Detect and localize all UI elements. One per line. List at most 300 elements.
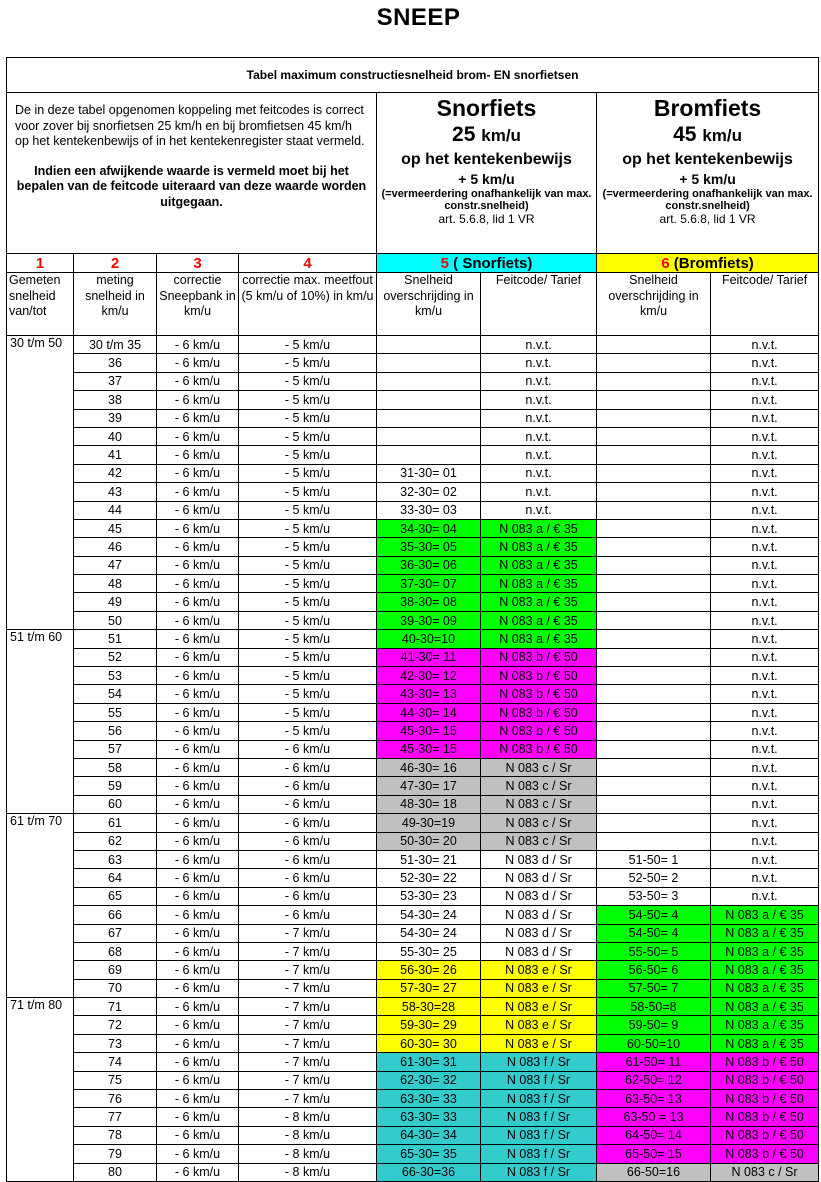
measured-speed-cell: 48: [74, 575, 157, 593]
brom-excess-cell: 65-50= 15: [597, 1145, 711, 1163]
snor-excess-cell: [377, 446, 481, 464]
error-correction-cell: - 5 km/u: [239, 427, 377, 445]
range-cell: [7, 869, 74, 887]
snor-excess-cell: 51-30= 21: [377, 850, 481, 868]
table-row: [7, 501, 819, 519]
bank-correction-cell: - 6 km/u: [157, 906, 239, 924]
bromfiets-speed-unit: km/u: [702, 126, 742, 145]
snor-excess-cell: 56-30= 26: [377, 961, 481, 979]
snorfiets-plus: + 5 km/u: [458, 171, 515, 187]
range-cell: [7, 1016, 74, 1034]
range-cell: [7, 556, 74, 574]
range-cell: [7, 464, 74, 482]
brom-code-cell: N 083 b / € 50: [711, 1145, 819, 1163]
snor-excess-cell: 54-30= 24: [377, 906, 481, 924]
brom-excess-cell: [597, 556, 711, 574]
snor-code-cell: n.v.t.: [481, 501, 597, 519]
snor-excess-cell: 59-30= 29: [377, 1016, 481, 1034]
brom-excess-cell: 56-50= 6: [597, 961, 711, 979]
bank-correction-cell: - 6 km/u: [157, 1090, 239, 1108]
table-row: [7, 538, 819, 556]
bank-correction-cell: - 6 km/u: [157, 501, 239, 519]
snor-code-cell: n.v.t.: [481, 409, 597, 427]
snor-excess-cell: 40-30=10: [377, 630, 481, 648]
brom-code-cell: n.v.t.: [711, 354, 819, 372]
brom-excess-cell: 57-50= 7: [597, 979, 711, 997]
error-correction-cell: - 5 km/u: [239, 391, 377, 409]
intro-bold-text: Indien een afwijkende waarde is vermeld moet bij het bepalen van de feitcode uiteraard van deze waarde worden uitgegaan.: [16, 163, 367, 209]
snor-excess-cell: 35-30= 05: [377, 538, 481, 556]
bank-correction-cell: - 6 km/u: [157, 556, 239, 574]
brom-code-cell: N 083 a / € 35: [711, 998, 819, 1016]
bromfiets-article: art. 5.6.8, lid 1 VR: [659, 212, 756, 226]
snor-excess-cell: 64-30= 34: [377, 1126, 481, 1144]
snor-excess-cell: 57-30= 27: [377, 979, 481, 997]
brom-code-cell: n.v.t.: [711, 538, 819, 556]
snor-code-cell: N 083 b / € 50: [481, 648, 597, 666]
column-header: Feitcode/ Tarief: [711, 273, 819, 336]
bank-correction-cell: - 6 km/u: [157, 464, 239, 482]
table-row: [7, 942, 819, 960]
range-cell: 71 t/m 80: [7, 998, 74, 1016]
range-cell: [7, 593, 74, 611]
table-row: [7, 1126, 819, 1144]
range-cell: [7, 906, 74, 924]
bank-correction-cell: - 6 km/u: [157, 575, 239, 593]
brom-code-cell: N 083 b / € 50: [711, 1108, 819, 1126]
range-cell: [7, 795, 74, 813]
snor-excess-cell: 61-30= 31: [377, 1053, 481, 1071]
measured-speed-cell: 43: [74, 483, 157, 501]
snor-excess-cell: 65-30= 35: [377, 1145, 481, 1163]
bromfiets-name: Bromfiets: [653, 95, 762, 121]
brom-excess-cell: [597, 409, 711, 427]
range-cell: [7, 538, 74, 556]
range-cell: [7, 1163, 74, 1181]
table-row: [7, 336, 819, 354]
snor-code-cell: N 083 f / Sr: [481, 1126, 597, 1144]
table-row: [7, 703, 819, 721]
snorfiets-note: (=vermeerdering onafhankelijk van max. constr.snelheid): [381, 188, 592, 212]
brom-code-cell: n.v.t.: [711, 446, 819, 464]
error-correction-cell: - 5 km/u: [239, 538, 377, 556]
bank-correction-cell: - 6 km/u: [157, 685, 239, 703]
brom-excess-cell: [597, 703, 711, 721]
column-number-3: 3: [157, 254, 239, 273]
brom-code-cell: n.v.t.: [711, 758, 819, 776]
measured-speed-cell: 53: [74, 667, 157, 685]
column-header: correctie Sneepbank in km/u: [157, 273, 239, 336]
snor-code-cell: N 083 f / Sr: [481, 1108, 597, 1126]
brom-code-cell: n.v.t.: [711, 556, 819, 574]
brom-excess-cell: [597, 354, 711, 372]
snor-code-cell: N 083 a / € 35: [481, 630, 597, 648]
error-correction-cell: - 6 km/u: [239, 740, 377, 758]
bank-correction-cell: - 6 km/u: [157, 648, 239, 666]
range-cell: [7, 1126, 74, 1144]
table-row: [7, 354, 819, 372]
brom-code-cell: n.v.t.: [711, 667, 819, 685]
snor-code-cell: N 083 d / Sr: [481, 906, 597, 924]
group-number-snorfiets: 5: [440, 254, 449, 272]
range-cell: [7, 648, 74, 666]
bromfiets-speed: [599, 122, 816, 149]
brom-code-cell: N 083 b / € 50: [711, 1071, 819, 1089]
snor-code-cell: N 083 a / € 35: [481, 575, 597, 593]
brom-code-cell: n.v.t.: [711, 611, 819, 629]
snor-code-cell: n.v.t.: [481, 391, 597, 409]
measured-speed-cell: 77: [74, 1108, 157, 1126]
error-correction-cell: - 5 km/u: [239, 409, 377, 427]
range-cell: [7, 758, 74, 776]
error-correction-cell: - 6 km/u: [239, 777, 377, 795]
brom-excess-cell: 61-50= 11: [597, 1053, 711, 1071]
measured-speed-cell: 44: [74, 501, 157, 519]
snor-excess-cell: 45-30= 15: [377, 722, 481, 740]
snor-code-cell: N 083 f / Sr: [481, 1090, 597, 1108]
table-row: [7, 1016, 819, 1034]
snor-code-cell: N 083 f / Sr: [481, 1053, 597, 1071]
table-caption: Tabel maximum constructiesnelheid brom- EN snorfietsen: [7, 58, 819, 93]
table-row: [7, 758, 819, 776]
snor-excess-cell: 50-30= 20: [377, 832, 481, 850]
error-correction-cell: - 7 km/u: [239, 1053, 377, 1071]
measured-speed-cell: 69: [74, 961, 157, 979]
table-row: [7, 464, 819, 482]
bank-correction-cell: - 6 km/u: [157, 703, 239, 721]
bank-correction-cell: - 6 km/u: [157, 1145, 239, 1163]
snor-code-cell: N 083 e / Sr: [481, 998, 597, 1016]
snorfiets-sub: op het kentekenbewijs: [401, 151, 572, 168]
snor-excess-cell: 49-30=19: [377, 814, 481, 832]
measured-speed-cell: 57: [74, 740, 157, 758]
brom-excess-cell: [597, 501, 711, 519]
bank-correction-cell: - 6 km/u: [157, 814, 239, 832]
measured-speed-cell: 73: [74, 1034, 157, 1052]
bank-correction-cell: - 6 km/u: [157, 1016, 239, 1034]
snor-excess-cell: 66-30=36: [377, 1163, 481, 1181]
snor-code-cell: N 083 b / € 50: [481, 685, 597, 703]
table-row: [7, 611, 819, 629]
snor-excess-cell: [377, 427, 481, 445]
snor-excess-cell: [377, 409, 481, 427]
measured-speed-cell: 64: [74, 869, 157, 887]
brom-excess-cell: 59-50= 9: [597, 1016, 711, 1034]
snorfiets-speed: [379, 122, 594, 149]
table-row: [7, 556, 819, 574]
brom-code-cell: n.v.t.: [711, 336, 819, 354]
bank-correction-cell: - 6 km/u: [157, 538, 239, 556]
brom-excess-cell: [597, 630, 711, 648]
snor-code-cell: N 083 d / Sr: [481, 869, 597, 887]
brom-code-cell: n.v.t.: [711, 630, 819, 648]
group-name-bromfiets: (Bromfiets): [673, 254, 754, 272]
error-correction-cell: - 5 km/u: [239, 372, 377, 390]
snor-code-cell: N 083 f / Sr: [481, 1145, 597, 1163]
error-correction-cell: - 5 km/u: [239, 611, 377, 629]
bank-correction-cell: - 6 km/u: [157, 832, 239, 850]
brom-excess-cell: 53-50= 3: [597, 887, 711, 905]
measured-speed-cell: 40: [74, 427, 157, 445]
measured-speed-cell: 51: [74, 630, 157, 648]
measured-speed-cell: 38: [74, 391, 157, 409]
error-correction-cell: - 7 km/u: [239, 1034, 377, 1052]
snor-excess-cell: 42-30= 12: [377, 667, 481, 685]
bank-correction-cell: - 6 km/u: [157, 1034, 239, 1052]
range-cell: [7, 703, 74, 721]
snor-excess-cell: 55-30= 25: [377, 942, 481, 960]
error-correction-cell: - 8 km/u: [239, 1163, 377, 1181]
snor-code-cell: N 083 a / € 35: [481, 538, 597, 556]
snor-code-cell: n.v.t.: [481, 446, 597, 464]
bromfiets-sub: op het kentekenbewijs: [622, 151, 793, 168]
brom-excess-cell: [597, 464, 711, 482]
bank-correction-cell: - 6 km/u: [157, 336, 239, 354]
table-row: [7, 814, 819, 832]
brom-excess-cell: 55-50= 5: [597, 942, 711, 960]
error-correction-cell: - 5 km/u: [239, 446, 377, 464]
snor-code-cell: N 083 d / Sr: [481, 850, 597, 868]
range-cell: [7, 924, 74, 942]
range-cell: [7, 740, 74, 758]
brom-code-cell: N 083 a / € 35: [711, 942, 819, 960]
error-correction-cell: - 5 km/u: [239, 519, 377, 537]
brom-excess-cell: 64-50= 14: [597, 1126, 711, 1144]
snor-code-cell: N 083 d / Sr: [481, 942, 597, 960]
bank-correction-cell: - 6 km/u: [157, 519, 239, 537]
snor-code-cell: N 083 e / Sr: [481, 1016, 597, 1034]
bank-correction-cell: - 6 km/u: [157, 354, 239, 372]
measured-speed-cell: 71: [74, 998, 157, 1016]
brom-excess-cell: [597, 427, 711, 445]
brom-excess-cell: [597, 722, 711, 740]
table-row: [7, 685, 819, 703]
snor-code-cell: N 083 e / Sr: [481, 1034, 597, 1052]
range-cell: [7, 372, 74, 390]
snor-excess-cell: 32-30= 02: [377, 483, 481, 501]
brom-code-cell: N 083 a / € 35: [711, 924, 819, 942]
measured-speed-cell: 65: [74, 887, 157, 905]
table-row: [7, 795, 819, 813]
error-correction-cell: - 5 km/u: [239, 483, 377, 501]
brom-code-cell: n.v.t.: [711, 409, 819, 427]
range-cell: [7, 427, 74, 445]
error-correction-cell: - 5 km/u: [239, 336, 377, 354]
measured-speed-cell: 46: [74, 538, 157, 556]
range-cell: [7, 1145, 74, 1163]
bank-correction-cell: - 6 km/u: [157, 777, 239, 795]
error-correction-cell: - 5 km/u: [239, 648, 377, 666]
snor-excess-cell: 54-30= 24: [377, 924, 481, 942]
brom-code-cell: n.v.t.: [711, 869, 819, 887]
error-correction-cell: - 5 km/u: [239, 464, 377, 482]
snor-excess-cell: 38-30= 08: [377, 593, 481, 611]
brom-excess-cell: [597, 685, 711, 703]
snorfiets-speed-value: 25: [452, 123, 476, 146]
measured-speed-cell: 58: [74, 758, 157, 776]
snor-code-cell: n.v.t.: [481, 427, 597, 445]
brom-code-cell: n.v.t.: [711, 777, 819, 795]
column-header: Snelheid overschrijding in km/u: [597, 273, 711, 336]
snor-code-cell: N 083 b / € 50: [481, 703, 597, 721]
snor-code-cell: N 083 c / Sr: [481, 832, 597, 850]
range-cell: [7, 501, 74, 519]
brom-excess-cell: [597, 648, 711, 666]
error-correction-cell: - 7 km/u: [239, 998, 377, 1016]
snor-code-cell: N 083 b / € 50: [481, 740, 597, 758]
error-correction-cell: - 6 km/u: [239, 832, 377, 850]
bank-correction-cell: - 6 km/u: [157, 427, 239, 445]
snor-code-cell: n.v.t.: [481, 336, 597, 354]
bank-correction-cell: - 6 km/u: [157, 850, 239, 868]
range-cell: [7, 1034, 74, 1052]
group-name-snorfiets: ( Snorfiets): [453, 254, 533, 272]
brom-code-cell: n.v.t.: [711, 483, 819, 501]
table-row: [7, 1034, 819, 1052]
bank-correction-cell: - 6 km/u: [157, 887, 239, 905]
snor-excess-cell: 52-30= 22: [377, 869, 481, 887]
column-number-4: 4: [239, 254, 377, 273]
brom-excess-cell: 51-50= 1: [597, 850, 711, 868]
measured-speed-cell: 79: [74, 1145, 157, 1163]
snor-code-cell: N 083 d / Sr: [481, 887, 597, 905]
column-header: correctie max. meetfout (5 km/u of 10%) in km/u: [239, 273, 377, 336]
snor-code-cell: N 083 e / Sr: [481, 979, 597, 997]
range-cell: 30 t/m 50: [7, 336, 74, 354]
measured-speed-cell: 63: [74, 850, 157, 868]
range-cell: [7, 1053, 74, 1071]
brom-code-cell: n.v.t.: [711, 814, 819, 832]
range-cell: [7, 979, 74, 997]
error-correction-cell: - 8 km/u: [239, 1108, 377, 1126]
column-header: Feitcode/ Tarief: [481, 273, 597, 336]
bank-correction-cell: - 6 km/u: [157, 1126, 239, 1144]
error-correction-cell: - 6 km/u: [239, 887, 377, 905]
snor-excess-cell: [377, 391, 481, 409]
intro-note: [7, 93, 377, 254]
range-cell: 61 t/m 70: [7, 814, 74, 832]
table-row: [7, 1090, 819, 1108]
group-number-bromfiets: 6: [661, 254, 670, 272]
error-correction-cell: - 6 km/u: [239, 906, 377, 924]
bank-correction-cell: - 6 km/u: [157, 795, 239, 813]
range-cell: 51 t/m 60: [7, 630, 74, 648]
brom-code-cell: n.v.t.: [711, 501, 819, 519]
measured-speed-cell: 36: [74, 354, 157, 372]
brom-excess-cell: [597, 740, 711, 758]
bank-correction-cell: - 6 km/u: [157, 409, 239, 427]
brom-excess-cell: 54-50= 4: [597, 924, 711, 942]
error-correction-cell: - 5 km/u: [239, 354, 377, 372]
error-correction-cell: - 8 km/u: [239, 1126, 377, 1144]
column-header: Gemeten snelheid van/tot: [7, 273, 74, 336]
column-number-1: 1: [7, 254, 74, 273]
measured-speed-cell: 55: [74, 703, 157, 721]
bank-correction-cell: - 6 km/u: [157, 722, 239, 740]
brom-code-cell: n.v.t.: [711, 832, 819, 850]
bank-correction-cell: - 6 km/u: [157, 998, 239, 1016]
measured-speed-cell: 52: [74, 648, 157, 666]
table-row: [7, 777, 819, 795]
measured-speed-cell: 41: [74, 446, 157, 464]
table-row: [7, 906, 819, 924]
bank-correction-cell: - 6 km/u: [157, 758, 239, 776]
bromfiets-header: [597, 93, 819, 254]
brom-excess-cell: [597, 777, 711, 795]
range-cell: [7, 961, 74, 979]
brom-excess-cell: [597, 593, 711, 611]
table-row: [7, 446, 819, 464]
table-row: [7, 979, 819, 997]
brom-excess-cell: [597, 795, 711, 813]
snor-code-cell: N 083 d / Sr: [481, 924, 597, 942]
measured-speed-cell: 30 t/m 35: [74, 336, 157, 354]
snor-excess-cell: 34-30= 04: [377, 519, 481, 537]
table-row: [7, 483, 819, 501]
snor-excess-cell: 31-30= 01: [377, 464, 481, 482]
table-row: [7, 1163, 819, 1181]
brom-excess-cell: 60-50=10: [597, 1034, 711, 1052]
snor-code-cell: N 083 e / Sr: [481, 961, 597, 979]
error-correction-cell: - 8 km/u: [239, 1145, 377, 1163]
snor-excess-cell: 37-30= 07: [377, 575, 481, 593]
snor-code-cell: N 083 a / € 35: [481, 556, 597, 574]
brom-excess-cell: 63-50 = 13: [597, 1108, 711, 1126]
snor-excess-cell: 44-30= 14: [377, 703, 481, 721]
range-cell: [7, 1071, 74, 1089]
measured-speed-cell: 60: [74, 795, 157, 813]
bank-correction-cell: - 6 km/u: [157, 869, 239, 887]
brom-code-cell: n.v.t.: [711, 648, 819, 666]
range-cell: [7, 887, 74, 905]
bromfiets-speed-value: 45: [673, 123, 697, 146]
snor-excess-cell: 45-30= 15: [377, 740, 481, 758]
brom-code-cell: N 083 c / Sr: [711, 1163, 819, 1181]
table-row: [7, 1145, 819, 1163]
table-row: [7, 630, 819, 648]
table-row: [7, 427, 819, 445]
brom-code-cell: n.v.t.: [711, 464, 819, 482]
bank-correction-cell: - 6 km/u: [157, 1108, 239, 1126]
bromfiets-note: (=vermeerdering onafhankelijk van max. constr.snelheid): [602, 188, 813, 212]
snor-excess-cell: 53-30= 23: [377, 887, 481, 905]
error-correction-cell: - 7 km/u: [239, 1090, 377, 1108]
bank-correction-cell: - 6 km/u: [157, 630, 239, 648]
table-row: [7, 648, 819, 666]
measured-speed-cell: 54: [74, 685, 157, 703]
range-cell: [7, 1090, 74, 1108]
bank-correction-cell: - 6 km/u: [157, 1163, 239, 1181]
measured-speed-cell: 39: [74, 409, 157, 427]
snor-excess-cell: 39-30= 09: [377, 611, 481, 629]
error-correction-cell: - 5 km/u: [239, 685, 377, 703]
bank-correction-cell: - 6 km/u: [157, 593, 239, 611]
brom-code-cell: N 083 b / € 50: [711, 1126, 819, 1144]
brom-code-cell: N 083 a / € 35: [711, 1034, 819, 1052]
table-row: [7, 961, 819, 979]
brom-excess-cell: 58-50=8: [597, 998, 711, 1016]
snor-excess-cell: 48-30= 18: [377, 795, 481, 813]
bank-correction-cell: - 6 km/u: [157, 372, 239, 390]
snorfiets-header: [377, 93, 597, 254]
brom-excess-cell: [597, 611, 711, 629]
measured-speed-cell: 61: [74, 814, 157, 832]
brom-code-cell: n.v.t.: [711, 685, 819, 703]
brom-excess-cell: [597, 538, 711, 556]
snor-excess-cell: [377, 354, 481, 372]
measured-speed-cell: 78: [74, 1126, 157, 1144]
table-row: [7, 850, 819, 868]
